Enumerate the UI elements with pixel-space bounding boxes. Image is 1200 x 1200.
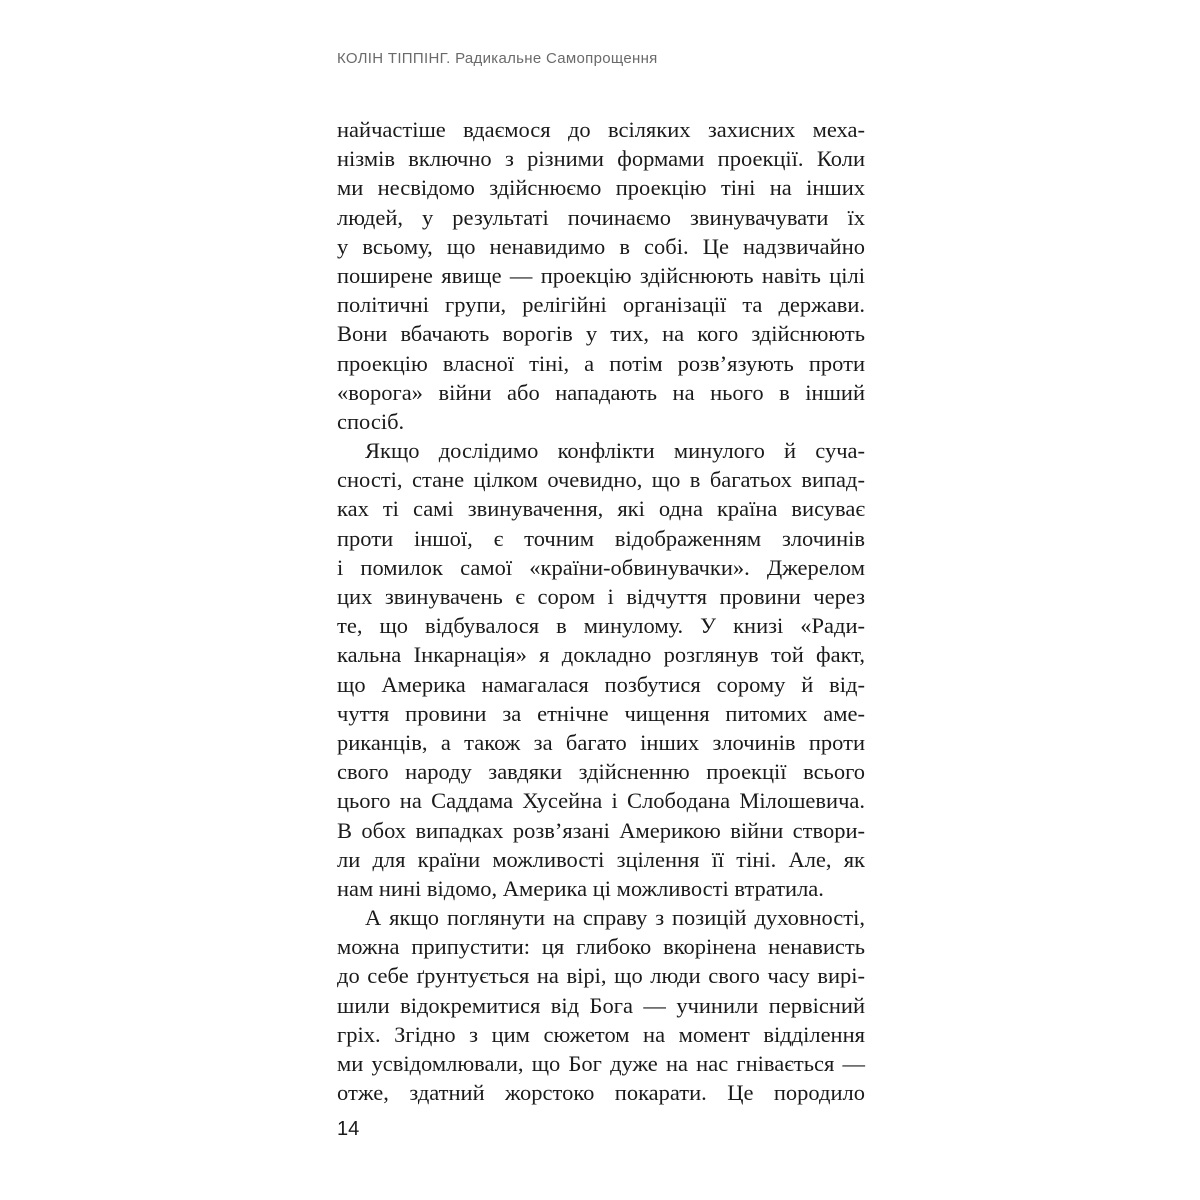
text-line: чуття провини за етнічне чищення питомих аме- bbox=[337, 700, 865, 726]
paragraph bbox=[337, 436, 865, 903]
text-line: те, що відбувалося в минулому. У книзі «Ради- bbox=[337, 613, 865, 639]
text-line: нізмів включно з різними формами проекції. Коли bbox=[337, 146, 865, 172]
text-line: «ворога» війни або нападають на нього в інший bbox=[337, 379, 865, 405]
paragraph bbox=[337, 115, 865, 436]
page-number: 14 bbox=[337, 1118, 360, 1140]
text-line: нам нині відомо, Америка ці можливості втратила. bbox=[337, 875, 824, 901]
text-line: ми усвідомлювали, що Бог дуже на нас гнівається — bbox=[337, 1051, 865, 1076]
text-line: проти іншої, є точним відображенням злочинів bbox=[337, 525, 865, 551]
text-line: ли для країни можливості зцілення її тіні. Але, як bbox=[337, 846, 865, 872]
text-line: сності, стане цілком очевидно, що в багатьох випад- bbox=[337, 467, 865, 493]
text-line: до себе ґрунтується на вірі, що люди свого часу вирі- bbox=[337, 963, 865, 989]
text-line: цих звинувачень є сором і відчуття провини через bbox=[337, 584, 865, 609]
text-line: людей, у результаті починаємо звинувачувати їх bbox=[337, 204, 865, 230]
paragraph bbox=[337, 903, 865, 1107]
text-line: у всьому, що ненавидимо в собі. Це надзвичайно bbox=[337, 233, 865, 259]
text-line: цього на Саддама Хусейна і Слободана Мілошевича. bbox=[337, 788, 865, 814]
text-line: шили відокремитися від Бога — учинили первісний bbox=[337, 992, 865, 1018]
text-line: Вони вбачають ворогів у тих, на кого здійснюють bbox=[337, 321, 865, 347]
text-line: Якщо дослідимо конфлікти минулого й суча- bbox=[365, 438, 865, 464]
text-line: спосіб. bbox=[337, 408, 405, 434]
text-line: риканців, а також за багато інших злочинів проти bbox=[337, 729, 865, 755]
text-line: і помилок самої «країни-обвинувачки». Джерелом bbox=[337, 554, 865, 580]
text-line: що Америка намагалася позбутися сорому й від- bbox=[337, 671, 865, 697]
text-line: політичні групи, релігійні організації та держави. bbox=[337, 292, 865, 318]
text-line: ках ті самі звинувачення, які одна країна висуває bbox=[337, 496, 865, 522]
text-line: кальна Інкарнація» я докладно розглянув той факт, bbox=[337, 642, 865, 668]
text-line: ми несвідомо здійснюємо проекцію тіні на інших bbox=[337, 175, 865, 201]
text-line: проекцію власної тіні, а потім розв’язують проти bbox=[337, 350, 865, 376]
text-line: можна припустити: ця глибоко вкорінена ненависть bbox=[337, 934, 865, 960]
text-line: гріх. Згідно з цим сюжетом на момент відділення bbox=[337, 1021, 865, 1047]
running-head: КОЛІН ТІППІНГ. Радикальне Самопрощення bbox=[337, 50, 658, 67]
body-text bbox=[337, 115, 865, 1107]
text-line: найчастіше вдаємося до всіляких захисних меха- bbox=[337, 117, 865, 142]
text-line: поширене явище — проекцію здійснюють навіть цілі bbox=[337, 262, 865, 288]
text-line: свого народу завдяки здійсненню проекції всього bbox=[337, 759, 865, 785]
text-line: А якщо поглянути на справу з позицій духовності, bbox=[365, 905, 865, 931]
text-line: В обох випадках розв’язані Америкою війни створи- bbox=[337, 817, 865, 843]
text-line: отже, здатний жорстоко покарати. Це породило bbox=[337, 1080, 865, 1106]
